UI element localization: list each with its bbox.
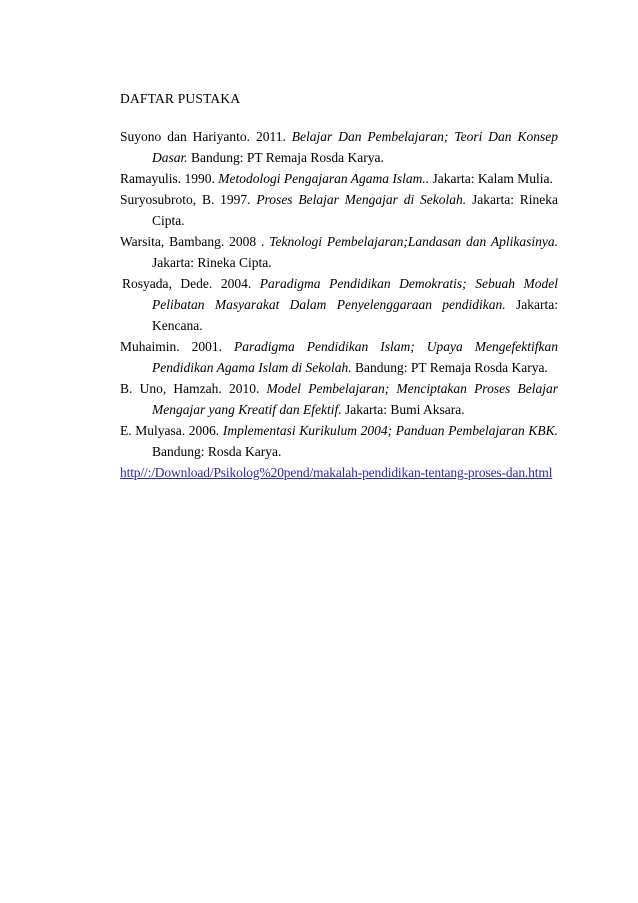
- reference-url-link[interactable]: http//:/Download/Psikolog%20pend/makalah-pendidikan-tentang-proses-dan.html: [120, 465, 553, 480]
- reference-title: Model Pembelajaran; Menciptakan Proses Belajar Mengajar yang Kreatif dan Efektif.: [152, 381, 559, 417]
- reference-title: Metodologi Pengajaran Agama Islam..: [218, 171, 430, 186]
- reference-item: [120, 273, 558, 336]
- reference-author: Suyono dan Hariyanto. 2011.: [120, 129, 292, 144]
- reference-publisher: Jakarta: Kalam Mulia.: [429, 171, 553, 186]
- reference-item: [120, 231, 558, 273]
- reference-item: [120, 126, 558, 168]
- reference-author: Warsita, Bambang. 2008 .: [120, 234, 270, 249]
- reference-publisher: Jakarta: Rineka Cipta.: [152, 192, 558, 228]
- reference-publisher: Jakarta: Bumi Aksara.: [341, 402, 465, 417]
- reference-publisher: Jakarta: Kencana.: [152, 297, 558, 333]
- reference-title: Paradigma Pendidikan Islam; Upaya Mengefektifkan Pendidikan Agama Islam di Sekolah.: [152, 339, 558, 375]
- reference-item: [120, 378, 558, 420]
- reference-title: Implementasi Kurikulum 2004; Panduan Pembelajaran KBK.: [222, 423, 558, 438]
- reference-author: Rosyada, Dede. 2004.: [122, 276, 260, 291]
- reference-publisher: Bandung: PT Remaja Rosda Karya.: [187, 150, 384, 165]
- reference-author: Suryosubroto, B. 1997.: [120, 192, 257, 207]
- reference-item: [120, 168, 558, 189]
- reference-title: Belajar Dan Pembelajaran; Teori Dan Konsep Dasar.: [152, 129, 558, 165]
- reference-author: B. Uno, Hamzah. 2010.: [120, 381, 267, 396]
- reference-title: Proses Belajar Mengajar di Sekolah.: [256, 192, 467, 207]
- reference-title: Teknologi Pembelajaran;Landasan dan Aplikasinya.: [269, 234, 558, 249]
- reference-author: Muhaimin. 2001.: [120, 339, 235, 354]
- reference-publisher: Bandung: PT Remaja Rosda Karya.: [351, 360, 548, 375]
- reference-item: [120, 189, 558, 231]
- reference-author: Ramayulis. 1990.: [120, 171, 219, 186]
- reference-publisher: Jakarta: Rineka Cipta.: [152, 255, 272, 270]
- reference-author: E. Mulyasa. 2006.: [120, 423, 223, 438]
- reference-url-line: [120, 462, 558, 483]
- reference-item: [120, 336, 558, 378]
- reference-publisher: Bandung: Rosda Karya.: [152, 444, 282, 459]
- page-title: DAFTAR PUSTAKA: [120, 91, 241, 106]
- reference-item: [120, 420, 558, 462]
- reference-title: Paradigma Pendidikan Demokratis; Sebuah Model Pelibatan Masyarakat Dalam Penyelenggaraan pendidikan.: [152, 276, 558, 312]
- reference-list: [120, 126, 558, 483]
